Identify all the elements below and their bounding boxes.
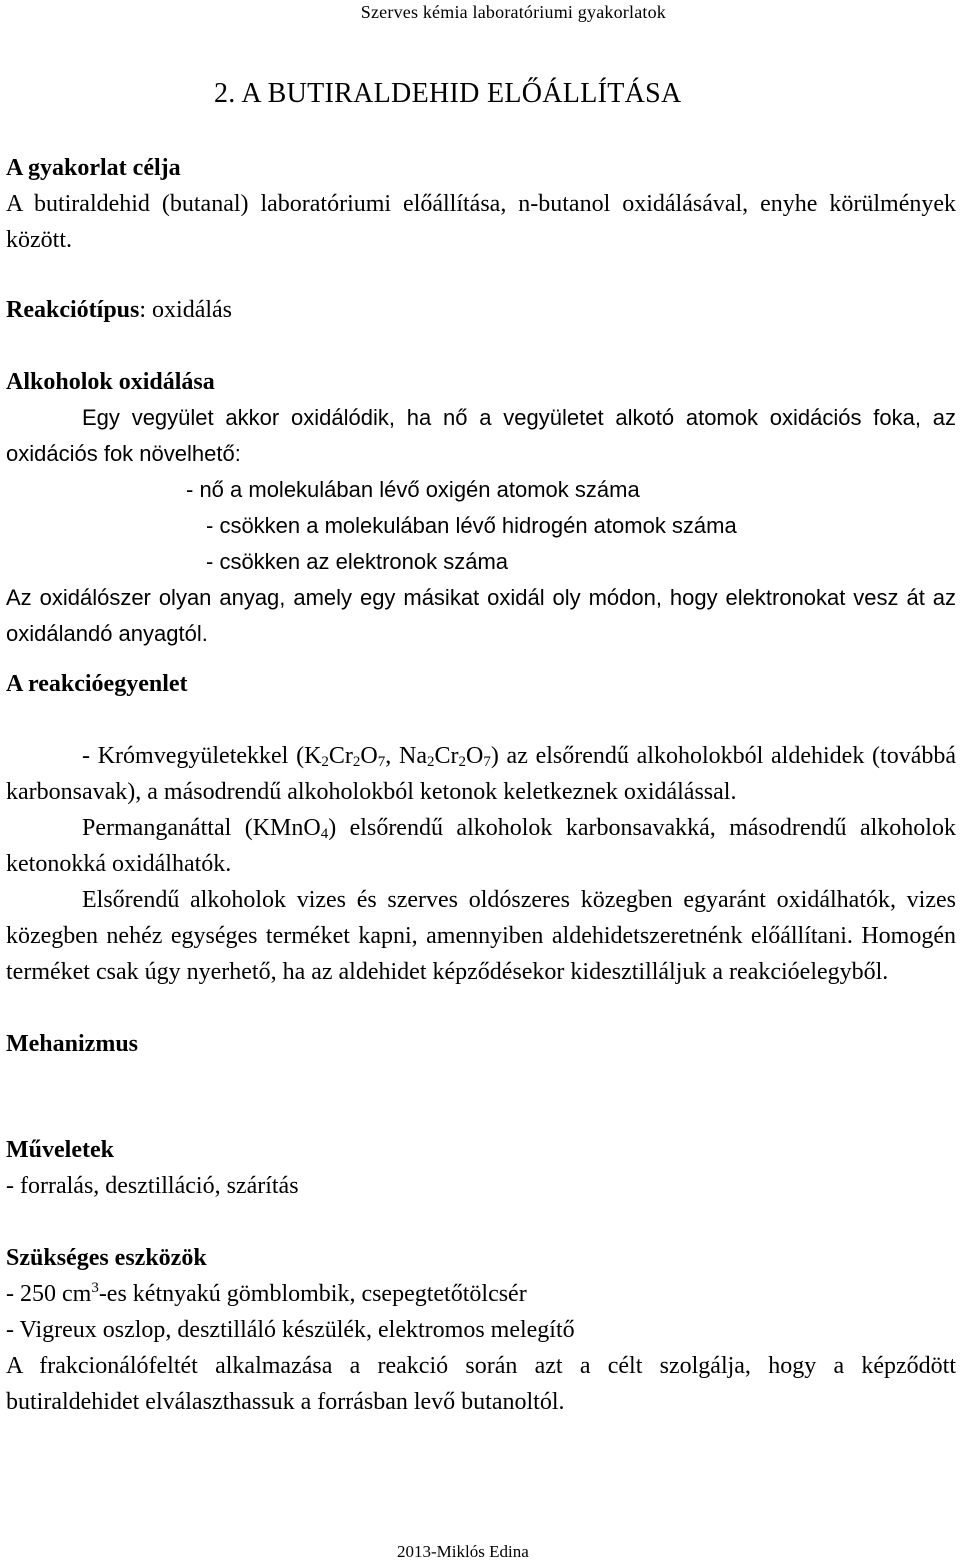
oxidation-item-3: - csökken az elektronok száma: [206, 549, 509, 574]
mechanism-heading: Mehanizmus: [6, 1031, 138, 1057]
equipment-item-1-start: - 250 cm: [6, 1281, 92, 1307]
chromium-text-start: - Krómvegyületekkel (K: [82, 743, 322, 769]
formula-part: O: [360, 743, 378, 769]
formula-part: , Na: [385, 743, 427, 769]
subscript: 2: [321, 754, 329, 770]
formula-part: O: [465, 743, 484, 769]
subscript: 4: [320, 826, 329, 842]
subscript: 2: [426, 754, 435, 770]
solvent-paragraph: Elsőrendű alkoholok vizes és szerves oldószeres közegben egyaránt oxidálhatók, vizes közegben nehéz egységes terméket kapni, amennyiben aldehidetszeretnénk előállítani. Homogén terméket csak úgy nyerhető, ha az aldehidet képződésekor kidesztilláljuk a reakcióelegyből.: [6, 887, 956, 985]
equipment-item-1-end: -es kétnyakú gömblombik, csepegtetőtölcsér: [98, 1281, 527, 1307]
oxidation-item-1: - nő a molekulában lévő oxigén atomok száma: [186, 477, 640, 502]
permanganate-text-end: ) elsőrendű alkoholok karbonsavakká, másodrendű alkoholok ketonokká oxidálhatók.: [6, 815, 956, 877]
formula-part: Cr: [328, 743, 353, 769]
running-header: Szerves kémia laboratóriumi gyakorlatok: [360, 2, 666, 22]
operations-text: - forralás, desztilláció, szárítás: [6, 1173, 299, 1199]
permanganate-paragraph: [6, 810, 956, 882]
operations-heading: Műveletek: [6, 1137, 114, 1163]
equipment-heading: Szükséges eszközök: [6, 1245, 207, 1271]
chromium-paragraph: [6, 738, 956, 810]
reaction-type-label: Reakciótípus: [6, 297, 140, 323]
permanganate-text-start: Permanganáttal (KMnO: [82, 815, 321, 841]
subscript: 7: [377, 754, 386, 770]
reaction-type-value: : oxidálás: [139, 297, 233, 323]
reaction-type-line: [6, 292, 956, 328]
superscript: 3: [91, 1280, 99, 1296]
page-title: 2. A BUTIRALDEHID ELŐÁLLÍTÁSA: [214, 78, 682, 109]
chromium-text-end: ) az elsőrendű alkoholokból aldehidek (továbbá karbonsavak), a másodrendű alkoholokból ketonok keletkeznek oxidálással.: [6, 743, 957, 805]
subscript: 2: [352, 754, 361, 770]
oxidation-item-2: - csökken a molekulában lévő hidrogén atomok száma: [206, 513, 737, 538]
equipment-item-1: [6, 1276, 956, 1312]
document-body: [6, 150, 956, 1420]
oxidation-intro: Egy vegyület akkor oxidálódik, ha nő a vegyületet alkotó atomok oxidációs foka, az oxidációs fok növelhető:: [6, 405, 956, 466]
subscript: 7: [483, 754, 491, 770]
equipment-item-2: - Vigreux oszlop, desztilláló készülék, elektromos melegítő: [6, 1317, 575, 1343]
oxidation-section: [6, 400, 956, 652]
subscript: 2: [458, 754, 466, 770]
page-footer: 2013-Miklós Edina: [397, 1542, 529, 1561]
aim-heading: A gyakorlat célja: [6, 155, 181, 181]
fractionating-note: A frakcionálófeltét alkalmazása a reakció során azt a célt szolgálja, hogy a képződött butiraldehidet elválaszthassuk a forrásban levő butanoltól.: [6, 1353, 956, 1415]
reaction-equation-heading: A reakcióegyenlet: [6, 671, 188, 697]
formula-part: Cr: [434, 743, 459, 769]
oxidation-heading: Alkoholok oxidálása: [6, 369, 215, 395]
oxidizer-definition: Az oxidálószer olyan anyag, amely egy másikat oxidál oly módon, hogy elektronokat vesz át az oxidálandó anyagtól.: [6, 585, 956, 646]
aim-text: A butiraldehid (butanal) laboratóriumi előállítása, n-butanol oxidálásával, enyhe körülmények között.: [6, 191, 956, 253]
